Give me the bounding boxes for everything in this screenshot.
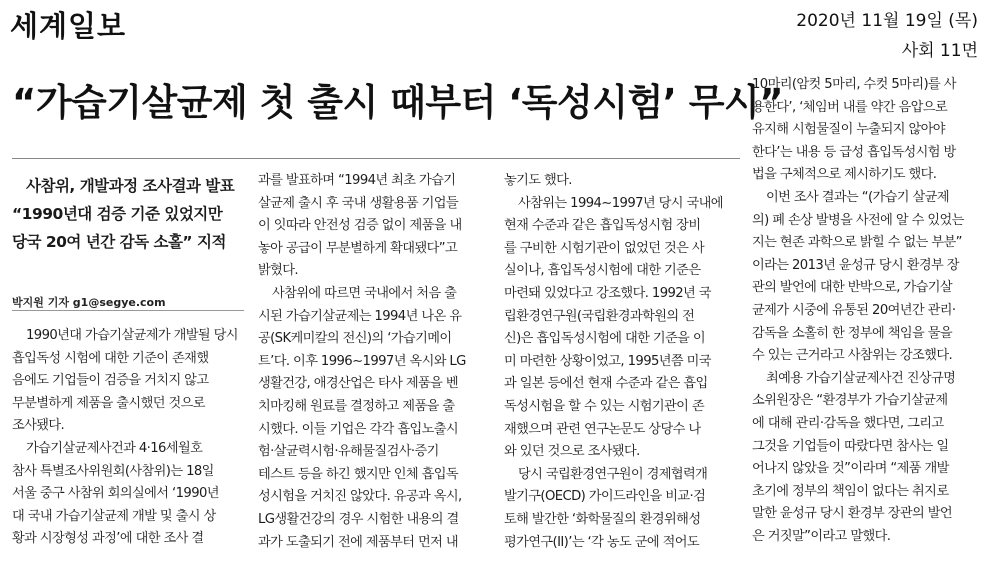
text-line: 법을 구체적으로 제시하기도 했다. [752,167,937,183]
newspaper-masthead: 세계일보 [10,9,127,43]
text-line: 이 잇따라 안전성 검증 없이 제품을 내 [258,218,462,234]
text-line: 황과 시장형성 과정’에 대한 조사 결 [12,531,204,547]
text-line: 테스트 등을 하긴 했지만 인체 흡입독 [258,466,459,482]
text-line: 에 대해 관리·감독을 했다면, 그리고 [752,415,944,431]
text-line: 이라는 2013년 윤성규 당시 환경부 장 [752,257,959,273]
text-line: 시했다. 이들 기업은 각각 흡입노출시 [258,421,459,437]
text-line: 사참위에 따르면 국내에서 처음 출 [272,285,457,301]
subtitle-line: “1990년대 검증 기준 있었지만 [12,205,223,223]
text-line: 발기구(OECD) 가이드라인을 비교·검 [504,489,706,505]
text-line: 감독을 소홀히 한 정부에 책임을 물을 [752,325,953,341]
text-line: 생활건강, 애경산업은 타사 제품을 벤 [258,376,459,392]
text-line: 치마킹해 원료를 결정하고 제품을 출 [258,398,455,414]
text-line: 수 있는 근거라고 사참위는 강조했다. [752,348,953,364]
text-line: 공(SK케미칼의 전신)의 ‘가습기메이 [258,331,452,347]
text-line: 가습기살균제사건과 4·16세월호 [26,440,203,456]
text-line: 무분별하게 제품을 출시했던 것으로 [12,395,205,411]
text-line: 마련돼 있었다고 강조했다. 1992년 국 [504,285,711,301]
text-line: 토해 발간한 ‘화학물질의 환경위해성 [504,511,701,527]
article-column-4 [752,74,984,548]
article-column-1 [12,325,248,551]
subtitle-line: 당국 20여 년간 감독 소홀” 지적 [12,233,226,251]
text-line: 트’다. 이후 1996∼1997년 옥시와 LG [258,353,466,369]
article-subtitle [12,172,246,256]
headline-rule [12,158,740,159]
text-line: 평가연구(II)’는 ‘각 농도 군에 적어도 [504,534,700,550]
text-line: 최예용 가습기살균제사건 진상규명 [766,370,956,386]
text-line: 10마리(암컷 5마리, 수컷 5마리)를 사 [752,77,956,92]
text-line: 1990년대 가습기살균제가 개발될 당시 [26,328,238,343]
text-line: 립환경연구원(국립환경과학원의 전 [504,308,695,324]
text-line: 말한 윤성규 당시 환경부 장관의 발언 [752,506,953,522]
text-line: LG생활건강의 경우 시험한 내용의 결 [258,511,459,527]
text-line: 과 일본 등에선 현재 수준과 같은 흡입 [504,376,708,392]
text-line: 현재 수준과 같은 흡입독성시험 장비 [504,218,701,234]
text-line: 과를 발표하며 “1994년 최초 가습기 [258,173,456,188]
text-line: 놓아 공급이 무분별하게 확대됐다”고 [258,240,458,256]
text-line: 살균제 출시 후 국내 생활용품 기업들 [258,195,459,211]
text-line: 당시 국립환경연구원이 경제협력개 [518,466,708,482]
text-line: 밝혔다. [258,263,299,279]
text-line: 이번 조사 결과는 “(가습기 살균제 [766,189,949,205]
text-line: 의) 폐 손상 발병을 사전에 알 수 있었는 [752,212,964,228]
text-line: 용한다’, ‘체임버 내를 약간 음압으로 [752,99,948,115]
text-line: 어나지 않았을 것”이라며 “제품 개발 [752,461,949,477]
text-line: 은 거짓말”이라고 말했다. [752,528,891,544]
text-line: 미 마련한 상황이었고, 1995년쯤 미국 [504,353,711,369]
article-column-2 [258,170,494,554]
text-line: 와 있던 것으로 조사됐다. [504,444,640,460]
text-line: 균제가 시중에 유통된 20여년간 관리· [752,302,956,318]
section-page: 사회 11면 [901,41,978,61]
text-line: 유지해 시험물질이 누출되지 않아야 [752,122,945,138]
byline: 박지원 기자 g1@segye.com [12,296,166,309]
byline-rule [12,310,244,311]
text-line: 음에도 기업들이 검증을 거치지 않고 [12,373,209,389]
text-line: 실이나, 흡입독성시험에 대한 기준은 [504,263,701,279]
text-line: 소위원장은 “환경부가 가습기살균제 [752,393,948,409]
text-line: 그것을 기업들이 따랐다면 참사는 일 [752,438,949,454]
article-column-3 [504,170,740,554]
text-line: 지는 현존 과학으로 밝힐 수 없는 부분” [752,235,962,251]
text-line: 놓기도 했다. [504,173,572,188]
article-headline: “가습기살균제 첫 출시 때부터 ‘독성시험’ 무시” [12,81,784,124]
text-line: 대 국내 가습기살균제 개발 및 출시 상 [12,508,216,524]
text-line: 흡입독성 시험에 대한 기준이 존재했 [12,350,209,366]
text-line: 서울 중구 사참위 회의실에서 ‘1990년 [12,486,219,502]
text-line: 초기에 정부의 책임이 없다는 취지로 [752,483,949,499]
text-line: 독성시험을 할 수 있는 시험기관이 존 [504,398,705,414]
publication-date: 2020년 11월 19일 (목) [796,11,978,31]
text-line: 참사 특별조사위원회(사참위)는 18일 [12,463,214,479]
text-line: 사참위는 1994∼1997년 당시 국내에 [518,195,723,211]
text-line: 한다’는 내용 등 급성 흡입독성시험 방 [752,144,956,160]
text-line: 험·살균력시험·유해물질검사·증기 [258,444,439,460]
text-line: 재했으며 관련 연구논문도 상당수 나 [504,421,701,437]
text-line: 를 구비한 시험기관이 없었던 것은 사 [504,240,705,256]
text-line: 성시험을 거치진 않았다. 유공과 옥시, [258,489,462,505]
text-line: 신)은 흡입독성시험에 대한 기준을 이 [504,331,705,347]
subtitle-line: 사참위, 개발과정 조사결과 발표 [26,177,235,195]
text-line: 관의 발언에 대한 반박으로, 가습기살 [752,280,953,296]
text-line: 과가 도출되기 전에 제품부터 먼저 내 [258,534,459,550]
text-line: 조사됐다. [12,418,65,434]
text-line: 시된 가습기살균제는 1994년 나온 유 [258,308,462,324]
